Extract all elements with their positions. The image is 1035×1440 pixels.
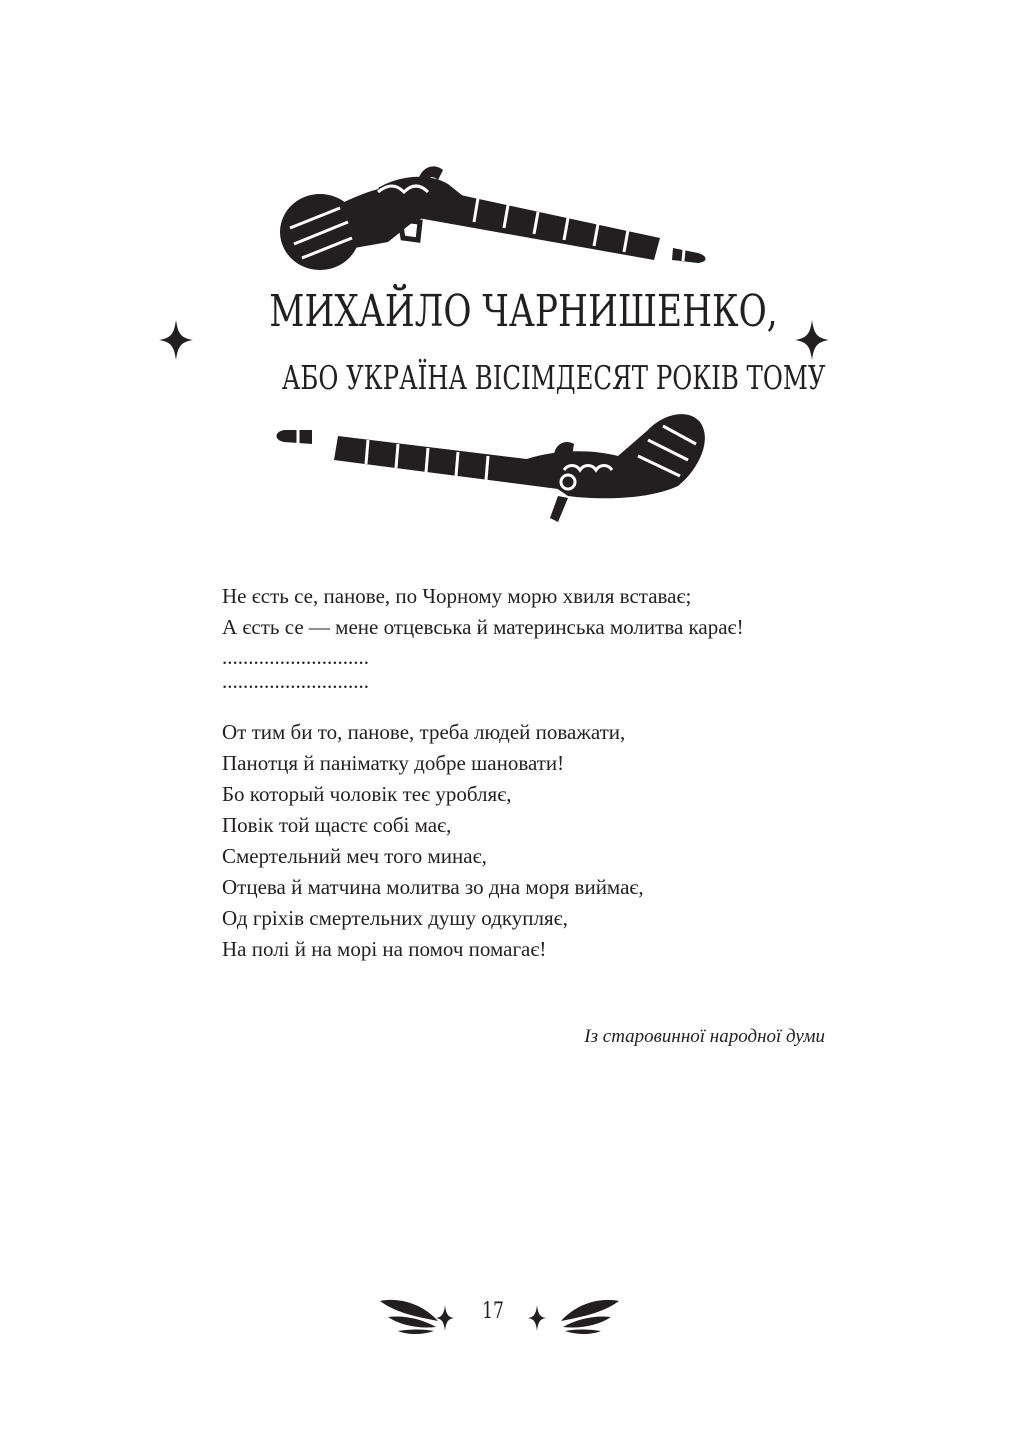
poem-line: Отцева й матчина молитва зо дна моря виймає, [222, 875, 644, 899]
four-point-star-icon [436, 1305, 454, 1331]
epigraph-stanza-1 [222, 581, 842, 643]
poem-line: Смертельний меч того минає, [222, 844, 487, 868]
epigraph-stanza-2 [222, 717, 842, 965]
ellipsis-line: ............................ [222, 645, 369, 669]
poem-line: От тим би то, панове, треба людей поважати, [222, 720, 626, 744]
poem-line: А єсть се — мене отцевська й материнська молитва карає! [222, 615, 744, 639]
poem-line: На полі й на морі на помоч помагає! [222, 937, 547, 961]
pistol-bottom-icon [268, 400, 718, 540]
four-point-star-icon [159, 320, 193, 360]
ellipsis-block [222, 645, 842, 693]
epigraph-source: Із старовинної народної думи [584, 1026, 825, 1047]
poem-line: Бо который чоловік теє уробляє, [222, 782, 512, 806]
page-footer [370, 1295, 610, 1345]
epigraph [222, 581, 842, 965]
four-point-star-icon [795, 320, 829, 360]
poem-line: Повік той щастє собі має, [222, 813, 452, 837]
four-point-star-icon [528, 1305, 546, 1331]
poem-line: Од гріхів смертельних душу одкупляє, [222, 906, 568, 930]
chapter-subtitle: АБО УКРАЇНА ВІСІМДЕСЯТ РОКІВ ТОМУ [281, 358, 826, 397]
poem-line: Панотця й паніматку добре шановати! [222, 751, 565, 775]
pistol-top-icon [268, 150, 718, 290]
page-number: 17 [482, 1299, 504, 1324]
leaf-sprig-icon [378, 1295, 443, 1335]
leaf-sprig-icon [556, 1295, 621, 1335]
poem-line: Не єсть се, панове, по Чорному морю хвиля вставає; [222, 584, 692, 608]
ellipsis-line: ............................ [222, 669, 369, 693]
chapter-title: МИХАЙЛО ЧАРНИШЕНКО, [269, 286, 778, 337]
